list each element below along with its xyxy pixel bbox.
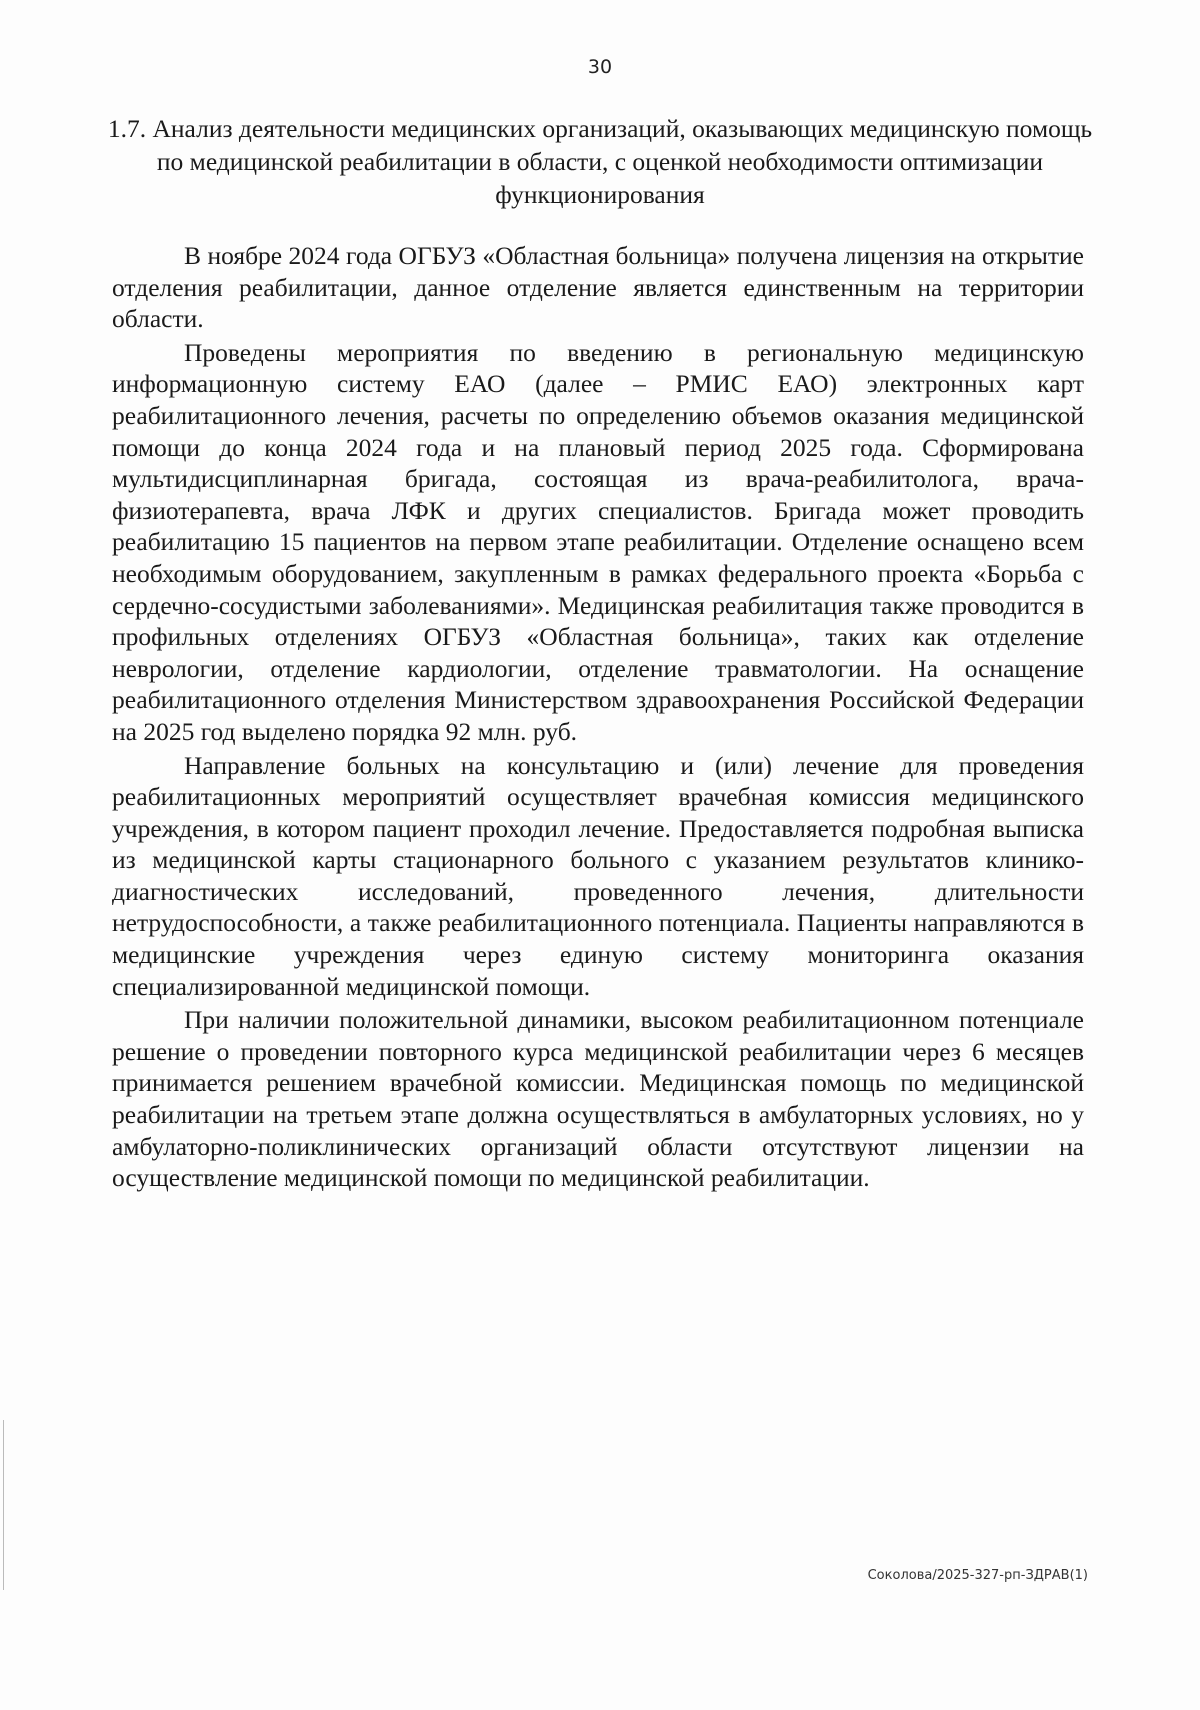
body-text — [112, 240, 1084, 1196]
scan-edge-mark — [3, 1420, 4, 1590]
paragraph-repeat-course: При наличии положительной динамики, высоком реабилитационном потенциале решение о проведении повторного курса медицинской реабилитации через 6 месяцев принимается решением врачебной комиссии. Медицинская помощь по медицинской реабилитации на третьем этапе должна осуществляться в амбулаторных условиях, но у амбулаторно-поликлинических организаций области отсутствуют лицензии на осуществление медицинской помощи по медицинской реабилитации. — [112, 1005, 1084, 1193]
document-registration-code: Соколова/2025-327-рп-ЗДРАВ(1) — [867, 1568, 1088, 1583]
page-number: 30 — [587, 56, 613, 78]
paragraph-license: В ноябре 2024 года ОГБУЗ «Областная больница» получена лицензия на открытие отделения реабилитации, данное отделение является единственным на территории области. — [112, 241, 1084, 334]
section-heading: 1.7. Анализ деятельности медицинских организаций, оказывающих медицинскую помощь по медицинской реабилитации в области, с оценкой необходимости оптимизации функционирования — [107, 114, 1093, 209]
paragraph-referral: Направление больных на консультацию и (или) лечение для проведения реабилитационных мероприятий осуществляет врачебная комиссия медицинского учреждения, в котором пациент проходил лечение. Предоставляется подробная выписка из медицинской карты стационарного больного с указанием результатов клинико-диагностических исследований, проведенного лечения, длительности нетрудоспособности, а также реабилитационного потенциала. Пациенты направляются в медицинские учреждения через единую систему мониторинга оказания специализированной медицинской помощи. — [112, 750, 1084, 1001]
paragraph-measures: Проведены мероприятия по введению в региональную медицинскую информационную систему ЕАО (далее – РМИС ЕАО) электронных карт реабилитационного лечения, расчеты по определению объемов оказания медицинской помощи до конца 2024 года и на плановый период 2025 года. Сформирована мультидисциплинарная бригада, состоящая из врача-реабилитолога, врача-физиотерапевта, врача ЛФК и других специалистов. Бригада может проводить реабилитацию 15 пациентов на первом этапе реабилитации. Отделение оснащено всем необходимым оборудованием, закупленным в рамках федерального проекта «Борьба с сердечно-сосудистыми заболеваниями». Медицинская реабилитация также проводится в профильных отделениях ОГБУЗ «Областная больница», таких как отделение неврологии, отделение кардиологии, отделение травматологии. На оснащение реабилитационного отделения Министерством здравоохранения Российской Федерации на 2025 год выделено порядка 92 млн. руб. — [112, 337, 1084, 746]
